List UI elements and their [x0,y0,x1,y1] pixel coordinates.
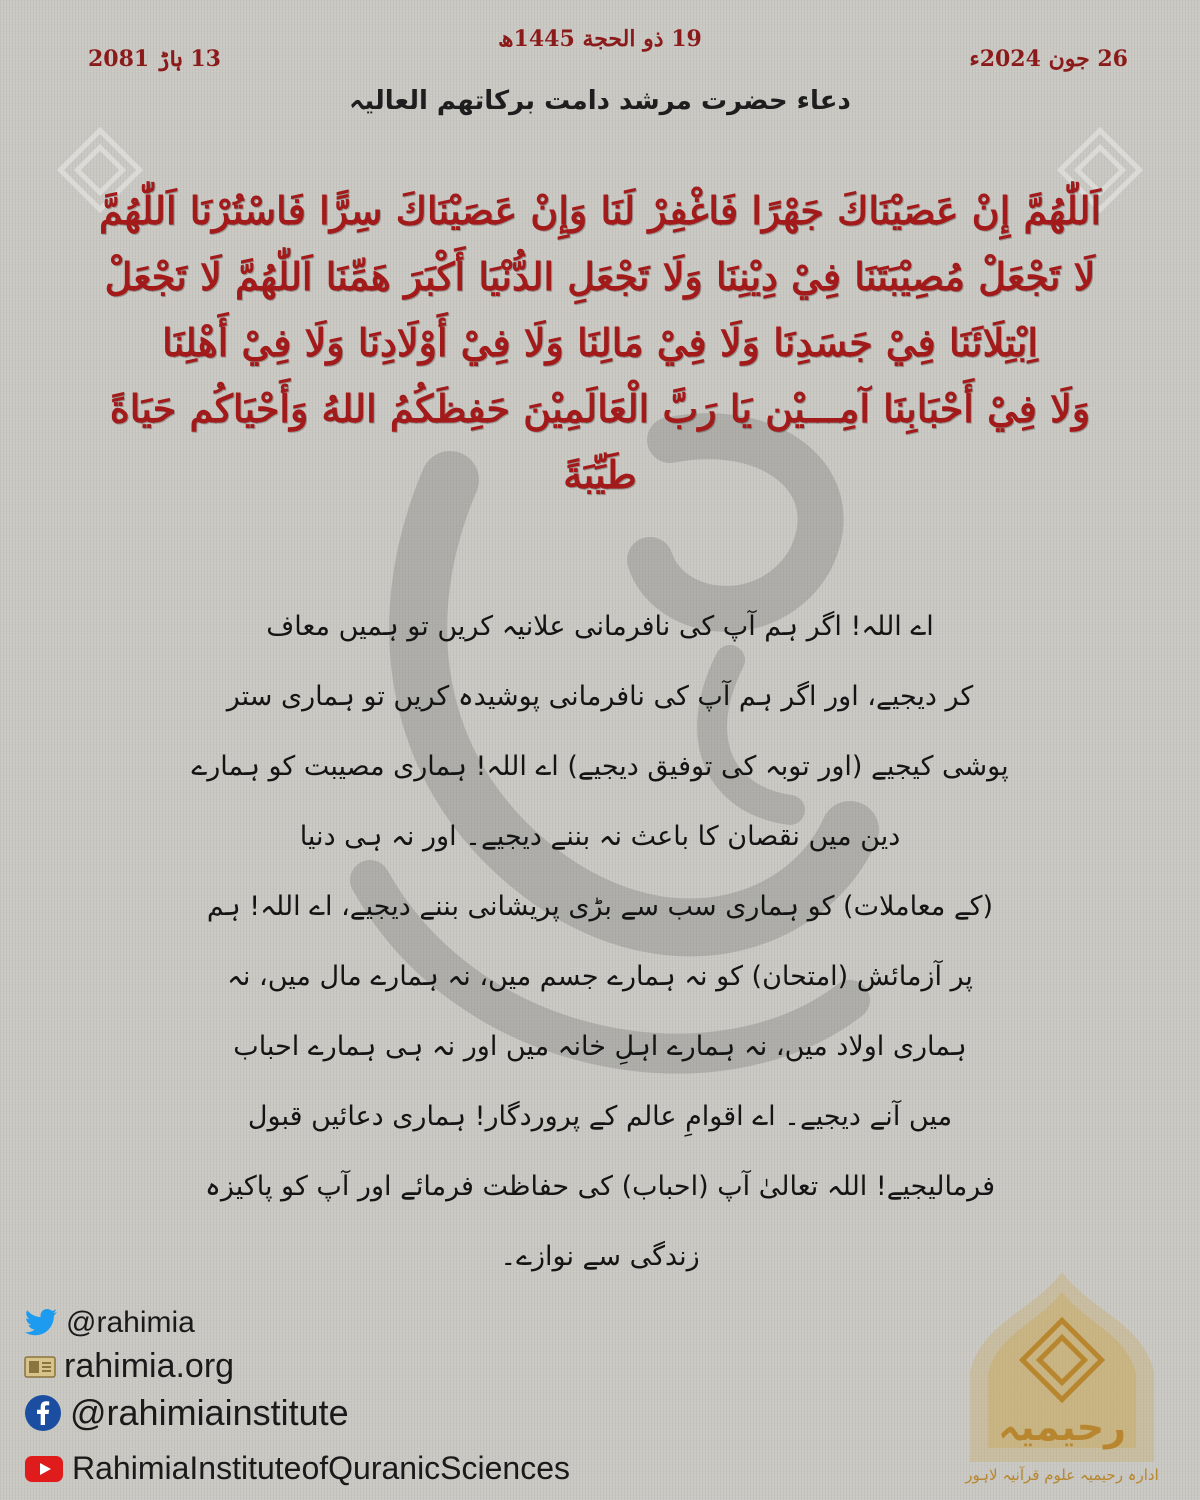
arabic-line: طَيِّبَةً [563,452,637,497]
arabic-line: وَلَا فِيْ أَحْبَابِنَا آمِـــيْن يَا رَبَّ الْعَالَمِيْنَ حَفِظَكُمُ اللهُ وَأَحْيَاكُم حَيَاةً [109,386,1091,431]
urdu-line: دین میں نقصان کا باعث نہ بننے دیجیے۔ اور نہ ہی دنیا [299,821,901,852]
desi-date: 13 ہاڑ 2081 [88,46,221,72]
facebook-icon [24,1394,62,1432]
urdu-translation [190,592,1010,1292]
urdu-line: پوشی کیجیے (اور توبہ کی توفیق دیجیے) اے اللہ! ہماری مصیبت کو ہمارے [191,751,1009,782]
page-title: دعاء حضرت مرشد دامت برکاتھم العالیہ [349,86,851,116]
urdu-line: فرمالیجیے! اللہ تعالیٰ آپ (احباب) کی حفاظت فرمائے اور آپ کو پاکیزہ [205,1171,995,1202]
urdu-line: ہماری اولاد میں، نہ ہمارے اہلِ خانہ میں اور نہ ہی ہمارے احباب [233,1031,967,1062]
urdu-line: پر آزمائش (امتحان) کو نہ ہمارے جسم میں، نہ ہمارے مال میں، نہ [227,961,973,992]
website-link[interactable] [24,1347,234,1386]
urdu-line: کر دیجیے، اور اگر ہم آپ کی نافرمانی پوشیدہ کریں تو ہماری ستر [226,681,974,712]
facebook-handle: @rahimiainstitute [70,1392,349,1433]
arabic-line: لَا تَجْعَلْ مُصِيْبَتَنَا فِيْ دِيْنِنَا وَلَا تَجْعَلِ الدُّنْيَا أَكْبَرَ هَمِّنَا اَللّٰهُمَّ لَا تَجْعَلْ [104,254,1096,299]
website-url: rahimia.org [64,1347,235,1385]
youtube-link[interactable] [24,1450,570,1487]
logo-tagline: ادارہ رحیمیہ علوم قرآنیہ لاہور [965,1466,1159,1484]
youtube-channel: RahimiaInstituteofQuranicSciences [72,1450,571,1486]
twitter-link[interactable] [24,1306,195,1340]
arabic-line: اَللّٰهُمَّ إِنْ عَصَيْنَاكَ جَهْرًا فَاغْفِرْ لَنَا وَإِنْ عَصَيْنَاكَ سِرًّا فَاسْتُرْنَا اَللّٰهُمَّ [98,188,1102,233]
facebook-link[interactable] [24,1392,349,1434]
twitter-icon [24,1308,58,1338]
arabic-line: اِبْتِلَائَنَا فِيْ جَسَدِنَا وَلَا فِيْ مَالِنَا وَلَا فِيْ أَوْلَادِنَا وَلَا فِيْ أَهْلِنَا [162,320,1038,365]
arabic-dua [50,178,1150,508]
urdu-line: (کے معاملات) کو ہماری سب سے بڑی پریشانی بننے دیجیے، اے اللہ! ہم [206,891,994,922]
urdu-line: زندگی سے نوازے۔ [500,1241,700,1272]
logo-name: رحیمیہ [997,1405,1127,1449]
rahimia-logo [952,1262,1172,1492]
urdu-line: اے اللہ! اگر ہم آپ کی نافرمانی علانیہ کریں تو ہمیں معاف [266,611,934,642]
hijri-date: 19 ذو الحجة 1445ھ [498,26,702,52]
website-icon [24,1354,56,1380]
twitter-handle: @rahimia [66,1306,195,1339]
urdu-line: میں آنے دیجیے۔ اے اقوامِ عالم کے پروردگار! ہماری دعائیں قبول [247,1101,953,1132]
youtube-icon [24,1455,64,1483]
gregorian-date: 26 جون 2024ء [969,46,1128,72]
